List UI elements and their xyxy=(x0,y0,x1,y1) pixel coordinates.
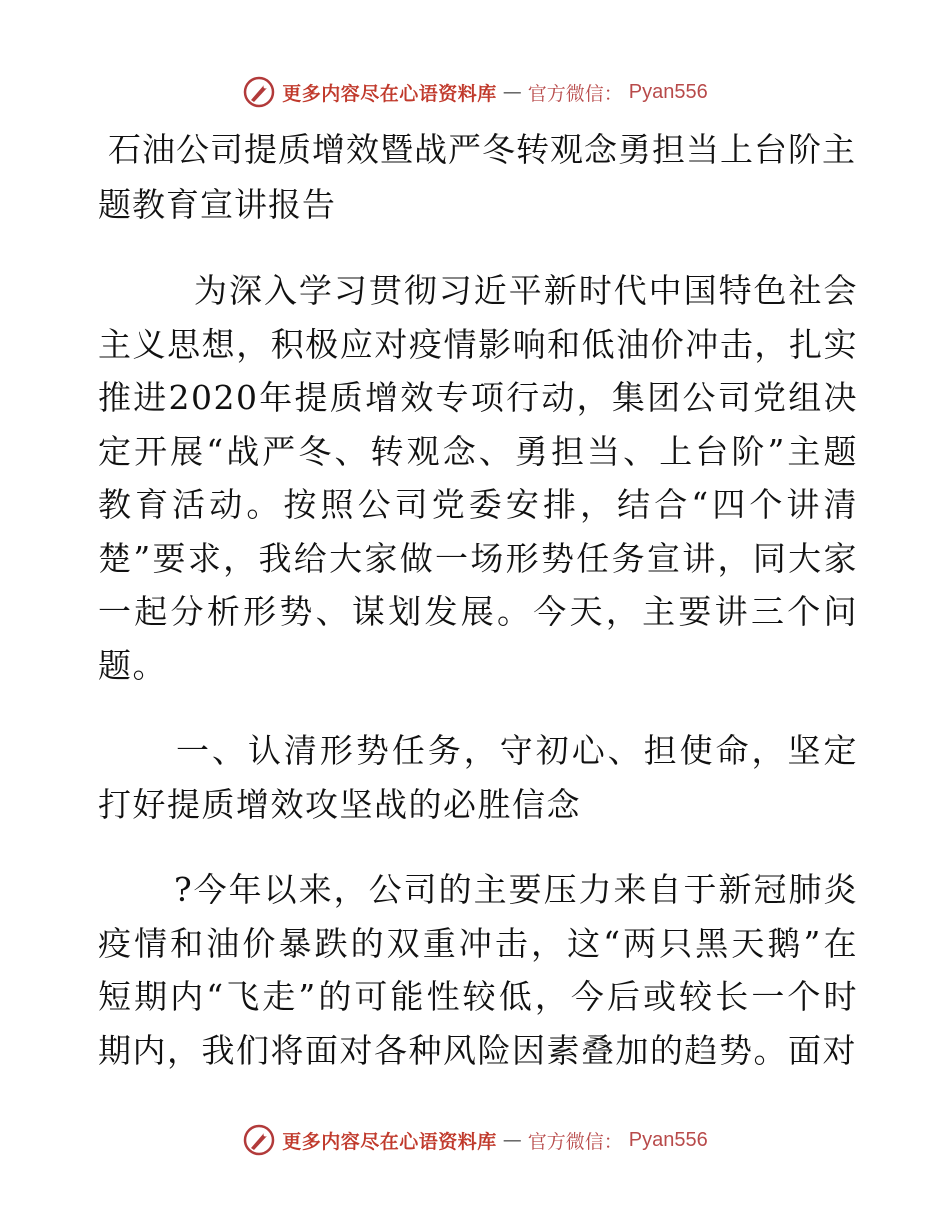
watermark-separator: — xyxy=(502,81,522,103)
document-body xyxy=(98,122,858,1077)
pen-nib-logo-icon xyxy=(242,1123,276,1157)
pen-nib-logo-icon xyxy=(242,75,276,109)
watermark-wechat-label: 官方微信： xyxy=(527,1130,623,1153)
section-heading-1: 一、认清形势任务，守初心、担使命，坚定打好提质增效攻坚战的必胜信念 xyxy=(98,731,858,824)
document-title: 石油公司提质增效暨战严冬转观念勇担当上台阶主题教育宣讲报告 xyxy=(98,130,856,224)
watermark-wechat-id: Pyan556 xyxy=(628,80,708,103)
paragraph-body-1: ?今年以来，公司的主要压力来自于新冠肺炎疫情和油价暴跌的双重冲击，这“两只黑天鹅”在短期内“飞走”的可能性较低，今后或较长一个时期内，我们将面对各种风险因素叠加的趋势。面对 xyxy=(98,870,858,1070)
watermark-wechat-id: Pyan556 xyxy=(628,1128,708,1151)
watermark-brand: 更多内容尽在心语资料库 xyxy=(282,1130,497,1153)
watermark-footer xyxy=(0,1120,950,1160)
watermark-brand: 更多内容尽在心语资料库 xyxy=(282,82,497,105)
watermark-wechat-label: 官方微信： xyxy=(527,82,623,105)
watermark-separator: — xyxy=(502,1129,522,1151)
watermark-header xyxy=(0,72,950,112)
paragraph-intro: 为深入学习贯彻习近平新时代中国特色社会主义思想，积极应对疫情影响和低油价冲击，扎实推进2020年提质增效专项行动，集团公司党组决定开展“战严冬、转观念、勇担当、上台阶”主题教育活动。按照公司党委安排，结合“四个讲清楚”要求，我给大家做一场形势任务宣讲，同大家一起分析形势、谋划发展。今天，主要讲三个问题。 xyxy=(98,271,858,685)
